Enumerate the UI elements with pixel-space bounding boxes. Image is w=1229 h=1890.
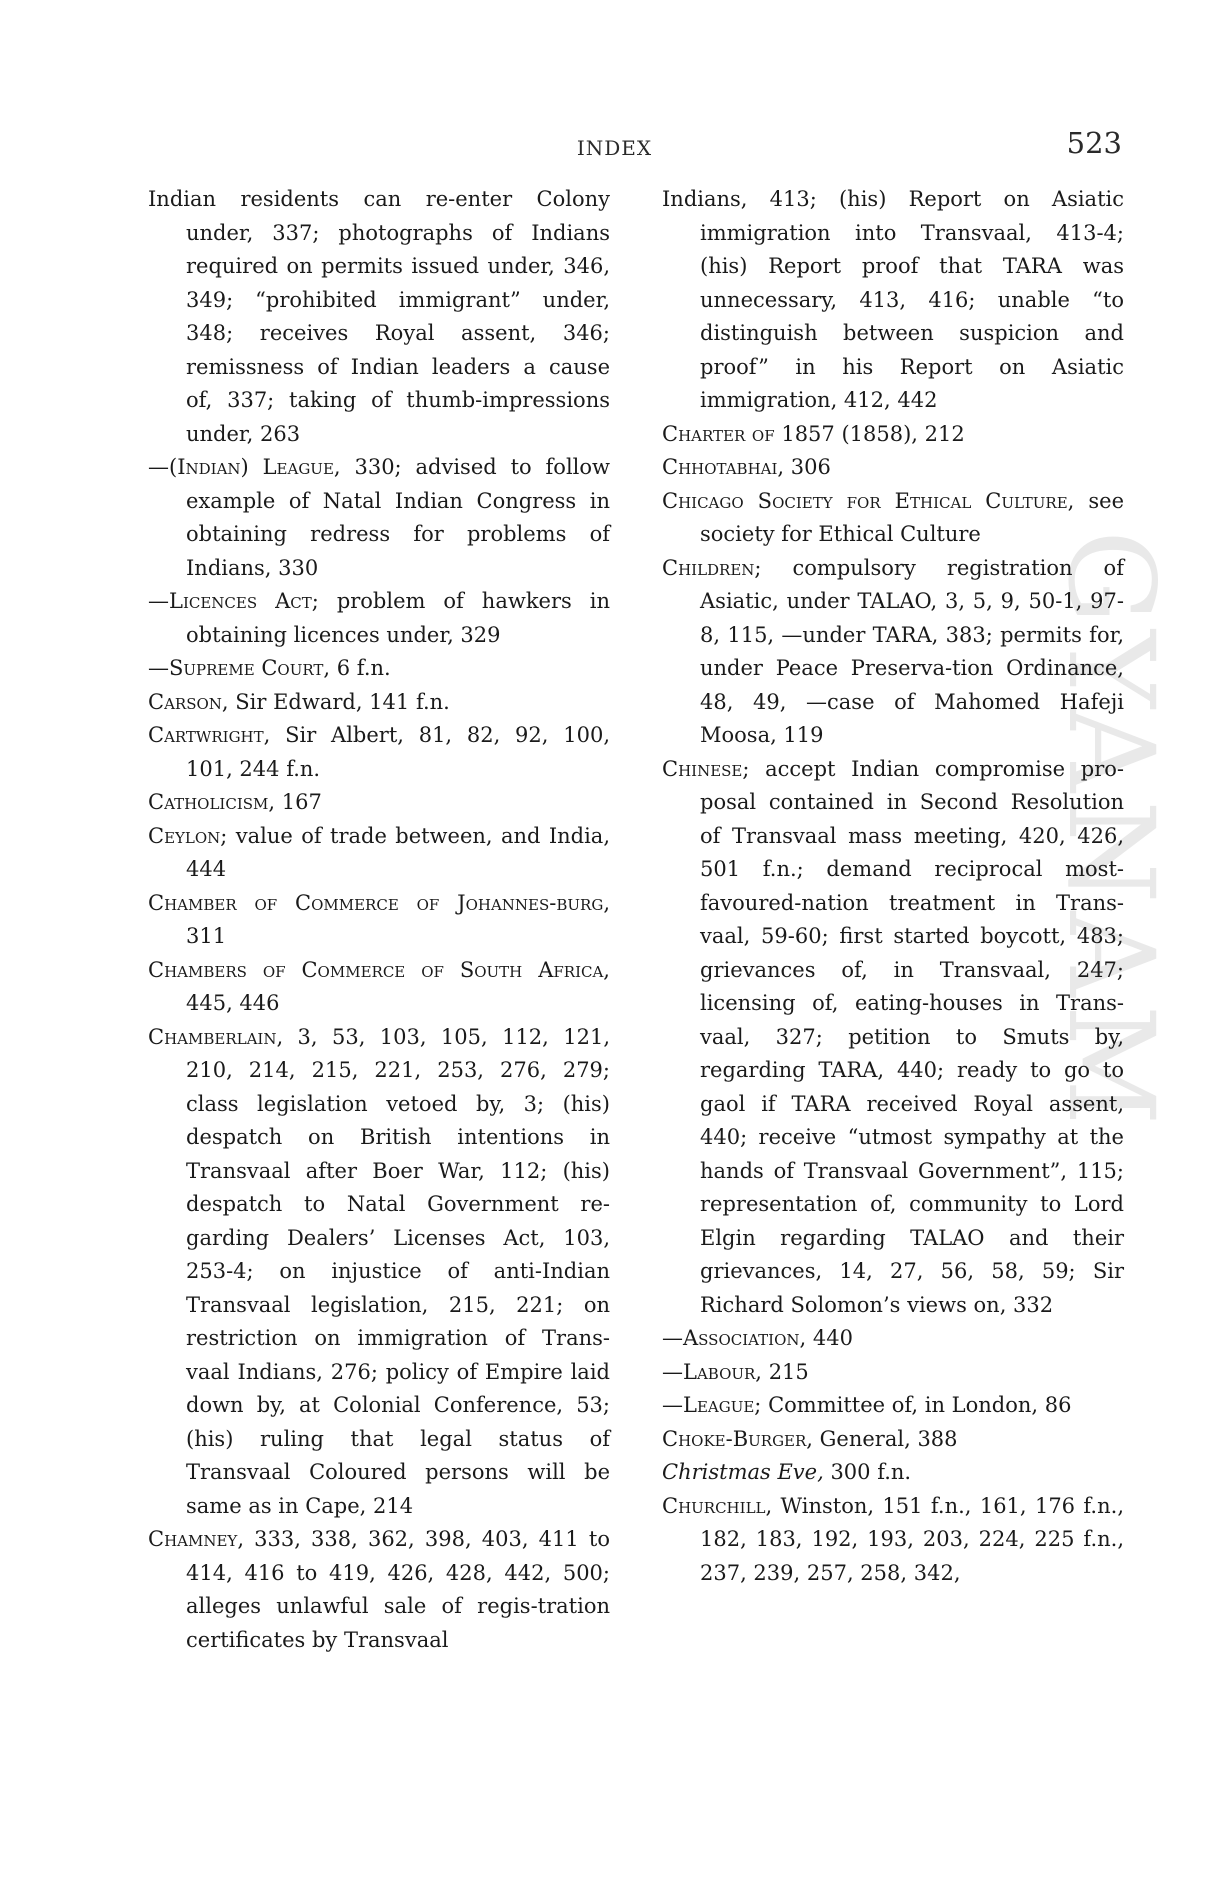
index-entry	[662, 1423, 1124, 1457]
entry-text: 300 f.n.	[830, 1460, 912, 1484]
entry-heading: Children;	[662, 555, 762, 580]
entry-text: 445, 446	[186, 991, 280, 1015]
entry-text: 306	[790, 455, 831, 479]
index-entry	[148, 719, 610, 786]
index-entry	[148, 1021, 610, 1524]
index-entry	[662, 418, 1124, 452]
entry-heading: Chhotabhai,	[662, 455, 785, 479]
entry-text: Sir Albert, 81, 82, 92, 100, 101, 244 f.n.	[186, 723, 610, 781]
index-entry	[148, 1523, 610, 1657]
index-entry	[662, 552, 1124, 753]
entry-text: accept Indian compromise pro-posal contained in Second Resolution of Transvaal mass meeting, 420, 426, 501 f.n.; demand reciprocal most-favoured-nation treatment in Trans-vaal, 59-60; first started boycott, 483; grievances of, in Transvaal, 247; licensing of, eating-houses in Trans-vaal, 327; petition to Smuts by, regarding TARA, 440; ready to go to gaol if TARA received Royal assent, 440; receive “utmost sympathy at the hands of Transvaal Government”, 115; representation of, community to Lord Elgin regarding TALAO and their grievances, 14, 27, 56, 58, 59; Sir Richard Solomon’s views on, 332	[700, 756, 1124, 1317]
entry-heading: —(Indian) League,	[148, 455, 341, 479]
entry-text: 167	[281, 790, 322, 814]
index-entry	[662, 451, 1124, 485]
entry-text: General, 388	[819, 1426, 958, 1451]
entry-heading: —League;	[662, 1393, 762, 1417]
entry-heading: Chicago Society for Ethical Culture,	[662, 488, 1075, 513]
page-number: 523	[1066, 126, 1122, 160]
watermark: GYANAM	[1042, 530, 1180, 1134]
entry-text: 440	[812, 1326, 853, 1350]
entry-heading: —Supreme Court,	[148, 656, 331, 680]
entry-heading: Chinese;	[662, 756, 750, 781]
index-entry	[148, 887, 610, 954]
index-entry	[148, 954, 610, 1021]
index-entry	[148, 451, 610, 585]
entry-text: 333, 338, 362, 398, 403, 411 to 414, 416 to 419, 426, 428, 442, 500; alleges unlawful sale of regis-tration certificates by Transvaal	[186, 1527, 610, 1652]
entry-heading: —Licences Act;	[148, 589, 319, 613]
entry-heading: Cartwright,	[148, 723, 271, 747]
entry-heading: Chamney,	[148, 1527, 244, 1551]
entry-text: problem of hawkers in obtaining licences under, 329	[186, 589, 610, 647]
right-column	[662, 183, 1124, 1590]
entry-text: value of trade between, and India, 444	[186, 823, 610, 881]
entry-text: Winston, 151 f.n., 161, 176 f.n., 182, 183, 192, 193, 203, 224, 225 f.n., 237, 239, 257, 258, 342,	[700, 1493, 1124, 1585]
entry-text: compulsory registration of Asiatic, under TALAO, 3, 5, 9, 50-1, 97-8, 115, —under TARA, 383; permits for, under Peace Preserva-tion Ordinance, 48, 49, —case of Mahomed Hafeji Moosa, 119	[700, 555, 1124, 747]
entry-heading: Choke-Burger,	[662, 1426, 813, 1451]
index-entry	[148, 786, 610, 820]
entry-heading: Christmas Eve,	[662, 1460, 824, 1484]
entry-heading: —Association,	[662, 1326, 807, 1350]
entry-text: Committee of, in London, 86	[768, 1393, 1072, 1417]
entry-text: see society for Ethical Culture	[700, 488, 1124, 546]
entry-text: Sir Edward, 141 f.n.	[235, 689, 450, 714]
index-entry	[148, 652, 610, 686]
entry-heading: Ceylon;	[148, 823, 228, 848]
entry-text: 330; advised to follow example of Natal Indian Congress in obtaining redress for problems of Indians, 330	[186, 455, 610, 580]
index-entry	[148, 686, 610, 720]
index-entry	[662, 485, 1124, 552]
entry-heading: —Labour,	[662, 1359, 762, 1384]
left-column	[148, 183, 610, 1657]
entry-text: 1857 (1858), 212	[781, 421, 965, 446]
index-entry	[148, 183, 610, 451]
index-entry	[662, 1490, 1124, 1591]
entry-text: Indians, 413; (his) Report on Asiatic immigration into Transvaal, 413-4; (his) Report proof that TARA was unnecessary, 413, 416; unable “to distinguish between suspicion and proof” in his Report on Asiatic immigration, 412, 442	[662, 187, 1124, 412]
index-entry	[662, 1456, 1124, 1490]
entry-heading: Chamberlain,	[148, 1024, 284, 1049]
entry-text: 3, 53, 103, 105, 112, 121, 210, 214, 215, 221, 253, 276, 279; class legislation vetoed by, 3; (his) despatch on British intentions in Transvaal after Boer War, 112; (his) despatch to Natal Government re-garding Dealers’ Licenses Act, 103, 253-4; on injustice of anti-Indian Transvaal legislation, 215, 221; on restriction on immigration of Trans-vaal Indians, 276; policy of Empire laid down by, at Colonial Conference, 53; (his) ruling that legal status of Transvaal Coloured persons will be same as in Cape, 214	[186, 1024, 610, 1518]
index-entry	[662, 753, 1124, 1323]
entry-text: 215	[768, 1359, 809, 1384]
entry-heading: Catholicism,	[148, 790, 276, 814]
running-header: INDEX	[576, 136, 653, 160]
entry-heading: Carson,	[148, 689, 229, 714]
index-entry	[662, 183, 1124, 418]
index-entry	[662, 1389, 1124, 1423]
index-entry	[148, 820, 610, 887]
entry-heading: Churchill,	[662, 1493, 773, 1518]
entry-heading: Chambers of Commerce of South Africa,	[148, 957, 610, 982]
entry-heading: Charter of	[662, 421, 775, 446]
entry-text: 311	[186, 924, 227, 948]
index-entry	[148, 585, 610, 652]
index-entry	[662, 1356, 1124, 1390]
index-entry	[662, 1322, 1124, 1356]
entry-text: Indian residents can re-enter Colony under, 337; photographs of Indians required on permits issued under, 346, 349; “prohibited immigrant” under, 348; receives Royal assent, 346; remissness of Indian leaders a cause of, 337; taking of thumb-impressions under, 263	[148, 187, 610, 446]
entry-text: 6 f.n.	[336, 656, 391, 680]
entry-heading: Chamber of Commerce of Johannes-burg,	[148, 890, 610, 915]
